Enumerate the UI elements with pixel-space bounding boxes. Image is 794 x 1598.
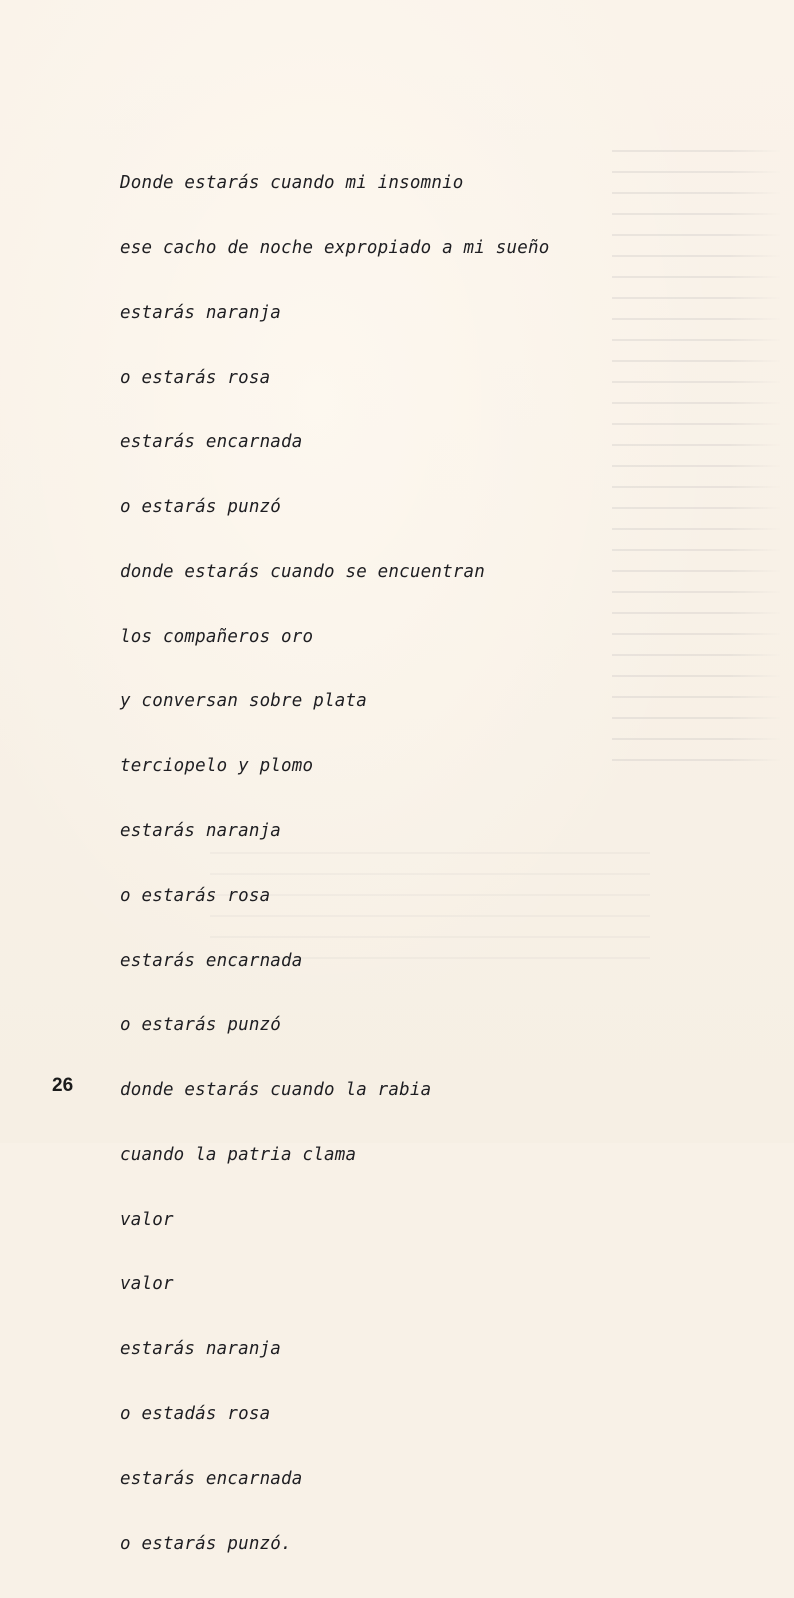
poem-line: donde estarás cuando la rabia bbox=[120, 1080, 432, 1101]
poem-line: valor bbox=[120, 1274, 174, 1295]
page-number: 26 bbox=[52, 1075, 74, 1096]
poem-line: estarás encarnada bbox=[120, 1468, 303, 1489]
poem-text bbox=[120, 130, 640, 1598]
poem-line: estarás naranja bbox=[120, 302, 282, 323]
poem-line: estarás encarnada bbox=[120, 950, 303, 971]
poem-line: Donde estarás cuando mi insomnio bbox=[120, 173, 464, 194]
poem-line: valor bbox=[120, 1209, 174, 1230]
poem-line: o estarás rosa bbox=[120, 885, 271, 906]
poem-line: o estarás punzó. bbox=[120, 1533, 292, 1554]
poem-line: o estarás punzó bbox=[120, 1015, 282, 1036]
poem-line: cuando la patria clama bbox=[120, 1144, 357, 1165]
poem-line: terciopelo y plomo bbox=[120, 756, 314, 777]
poem-line: o estarás rosa bbox=[120, 367, 271, 388]
poem-line: estarás encarnada bbox=[120, 432, 303, 453]
poem-line: estarás naranja bbox=[120, 821, 282, 841]
poem-line: estarás naranja bbox=[120, 1339, 282, 1360]
poem-line: o estadás rosa bbox=[120, 1404, 271, 1425]
poem-line: o estarás punzó bbox=[120, 497, 282, 518]
poem-line: y conversan sobre plata bbox=[120, 691, 367, 712]
poem-line: los compañeros oro bbox=[120, 626, 314, 647]
poem-line: ese cacho de noche expropiado a mi sueño bbox=[120, 237, 550, 258]
poem-line: donde estarás cuando se encuentran bbox=[120, 561, 486, 582]
